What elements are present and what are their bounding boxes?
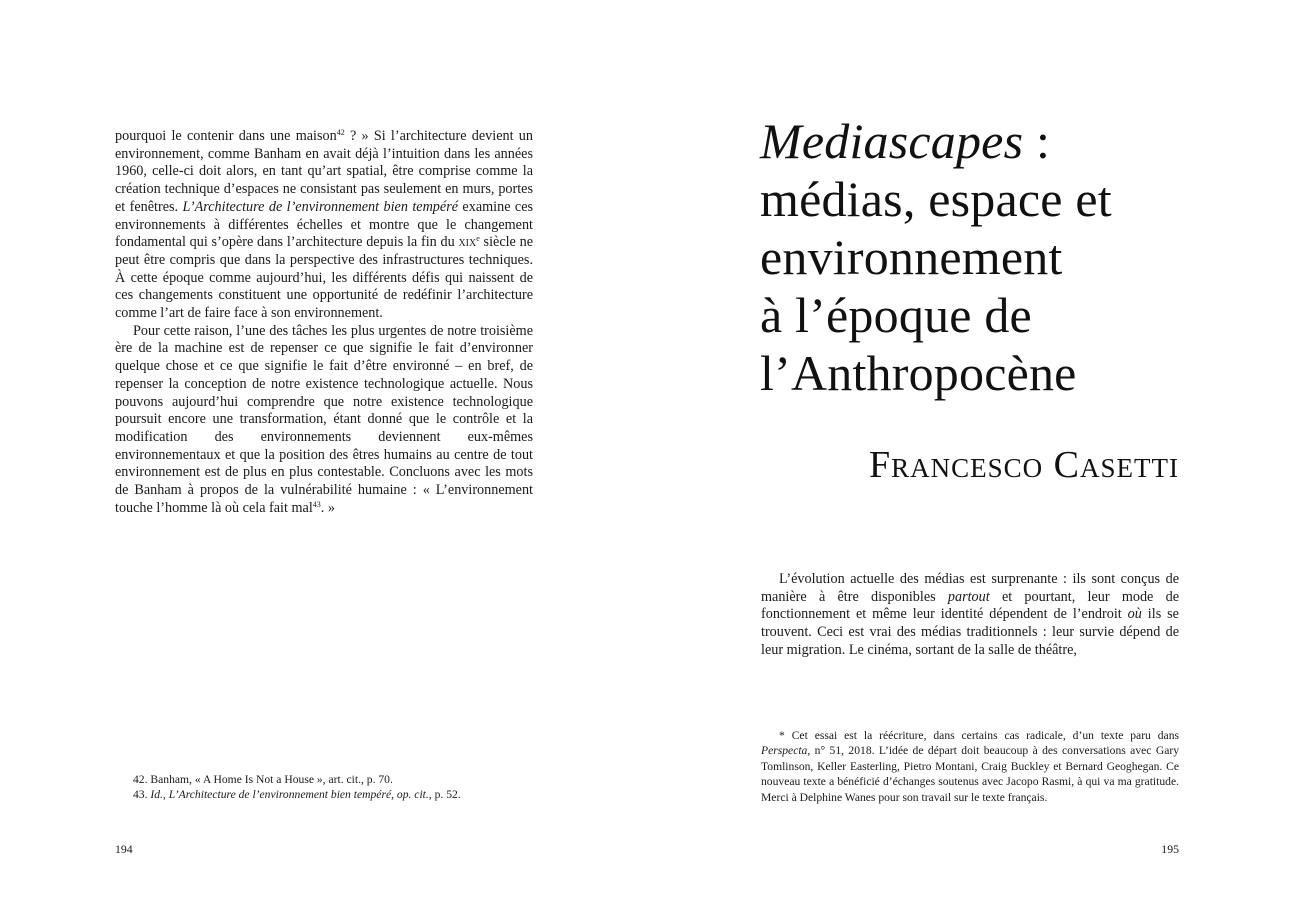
text-run: ? » Si l’architecture devient un environnement, comme Banham en avait déjà l’intuition dans les années 1960, celle-ci doit alors, en tant qu’art spatial, être comprise comme la création technique d’espaces ne consistant pas seulement en murs, portes et fenêtres. (115, 128, 533, 215)
text-run: L’évolution actuelle des médias est surprenante : ils sont conçus de manière à être disponibles (761, 571, 1179, 605)
left-footnotes (133, 772, 533, 803)
left-page (0, 0, 646, 913)
left-body-text (115, 128, 533, 517)
text-run: siècle ne peut être compris que dans la perspective des infrastructures techniques. À cette époque comme aujourd’hui, les différents défis qui naissent de ces changements constituent une opportunité de redéfinir l’architecture comme l’art de faire face à son environnement. (115, 234, 533, 322)
page-number-left: 194 (115, 842, 133, 856)
ibid-italic: Id. (150, 788, 163, 802)
century-superscript: e (476, 234, 480, 244)
text-run: 43. (133, 788, 151, 802)
text-run: * Cet essai est la réécriture, dans certains cas radicale, d’un texte paru dans (779, 729, 1179, 742)
text-run: Pour cette raison, l’une des tâches les plus urgentes de notre troisième ère de la machine est de repenser ce que signifie le fait d’environner quelque chose et ce que signifie le fait d’être environné – en bref, de repenser la conception de notre existence technologique actuelle. Nous pouvons aujourd’hui comprendre que notre existence technologique poursuit encore une transformation, étant donné que le contrôle et la modification des environnements deviennent eux-mêmes environnementaux et que la position des êtres humains au centre de tout environnement est de plus en plus contestable. Concluons avec les mots de Banham à propos de la vulnérabilité humaine : « L’environnement touche l’homme là où cela fait mal (115, 322, 533, 516)
title-italic: Mediascapes (760, 113, 1024, 169)
footnote-ref-43: 43 (312, 499, 321, 509)
title-line-3: environnement (760, 229, 1063, 285)
text-run: , (162, 788, 169, 802)
century-numeral: xix (458, 234, 477, 251)
chapter-title (760, 112, 1240, 402)
footnote-ref-42: 42 (336, 128, 345, 137)
text-run: . » (320, 499, 335, 516)
title-line-5: l’Anthropocène (760, 345, 1077, 401)
title-line-2: médias, espace et (760, 171, 1112, 227)
author-name: Francesco Casetti (869, 444, 1179, 486)
text-run: , n° 51, 2018. L’idée de départ doit beaucoup à des conversations avec Gary Tomlinson, Keller Easterling, Pietro Montani, Craig Buckley et Bernard Geoghegan. Ce nouveau texte a bénéficié d’échanges soutenus avec Jacopo Rasmi, à qui va ma gratitude. Merci à Delphine Wanes pour son travail sur le texte français. (761, 744, 1179, 804)
text-run: ils se trouvent. Ceci est vrai des médias traditionnels : leur survie dépend de leur migration. Le cinéma, sortant de la salle de théâtre, (761, 606, 1179, 658)
title-line-4: à l’époque de (760, 287, 1032, 343)
footnote-asterisk (761, 728, 1179, 805)
right-paragraph-1 (761, 571, 1179, 660)
book-title-italic: L’Architecture de l’environnement bien tempéré (182, 198, 459, 215)
emphasis-italic: partout (947, 588, 990, 605)
text-run: , p. 52. (428, 788, 461, 802)
right-footnote (761, 728, 1179, 805)
emphasis-italic: où (1127, 606, 1142, 623)
journal-title-italic: Perspecta (761, 744, 808, 758)
left-paragraph-1 (115, 128, 533, 323)
footnote-42: 42. Banham, « A Home Is Not a House », art. cit., p. 70. (133, 773, 393, 786)
page-number-right: 195 (1161, 842, 1179, 856)
right-page (646, 0, 1293, 913)
op-cit-italic: op. cit. (396, 788, 429, 802)
right-body-text (761, 571, 1179, 660)
text-run: pourquoi le contenir dans une maison (115, 128, 337, 144)
text-run: examine ces environnements à différentes échelles et montre que le changement fondamental qui s’opère dans l’architecture depuis la fin du (115, 198, 534, 251)
text-run: , (391, 788, 397, 802)
left-paragraph-2 (115, 323, 533, 518)
footnote-43 (133, 787, 533, 802)
text-run: : (1023, 113, 1051, 169)
text-run: et pourtant, leur mode de fonctionnement et même leur identité dépendent de l’endroit (761, 588, 1179, 623)
book-title-italic: L’Architecture de l’environnement bien tempéré (168, 788, 392, 802)
title-line-1 (760, 112, 1240, 170)
